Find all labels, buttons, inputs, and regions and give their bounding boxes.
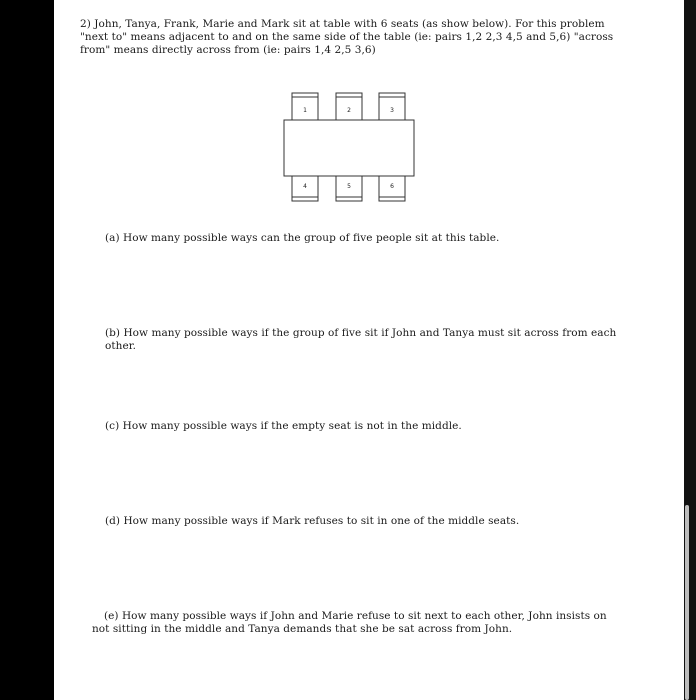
problem-intro: 2) John, Tanya, Frank, Marie and Mark sit at table with 6 seats (as show below). For this problem "next to" means adjacent to and on the same side of the table (ie: pairs 1,2 2,3 4,5 and 5,6) "across from" means directly across from (ie: pairs 1,4 2,5 3,6) [80, 18, 614, 56]
scrollbar-thumb[interactable] [685, 505, 689, 700]
question-d: (d) How many possible ways if Mark refuses to sit in one of the middle seats. [105, 515, 520, 527]
seat-number-2: 2 [347, 107, 351, 114]
seat-number-1: 1 [303, 107, 307, 114]
seat-5 [336, 176, 362, 201]
seat-4 [292, 176, 318, 201]
question-b: (b) How many possible ways if the group of five sit if John and Tanya must sit across from each other. [105, 327, 617, 352]
seat-6 [379, 176, 405, 201]
seat-number-6: 6 [390, 183, 394, 190]
seat-3 [379, 93, 405, 120]
seat-2 [336, 93, 362, 120]
seat-number-3: 3 [390, 107, 394, 114]
seat-number-5: 5 [347, 183, 351, 190]
question-c: (c) How many possible ways if the empty seat is not in the middle. [105, 420, 462, 432]
question-a: (a) How many possible ways can the group of five people sit at this table. [105, 232, 500, 244]
table [284, 120, 414, 176]
table-diagram [280, 90, 420, 205]
question-e: (e) How many possible ways if John and Marie refuse to sit next to each other, John insists on not sitting in the middle and Tanya demands that she be sat across from John. [92, 610, 607, 635]
seat-1 [292, 93, 318, 120]
seat-number-4: 4 [303, 183, 307, 190]
